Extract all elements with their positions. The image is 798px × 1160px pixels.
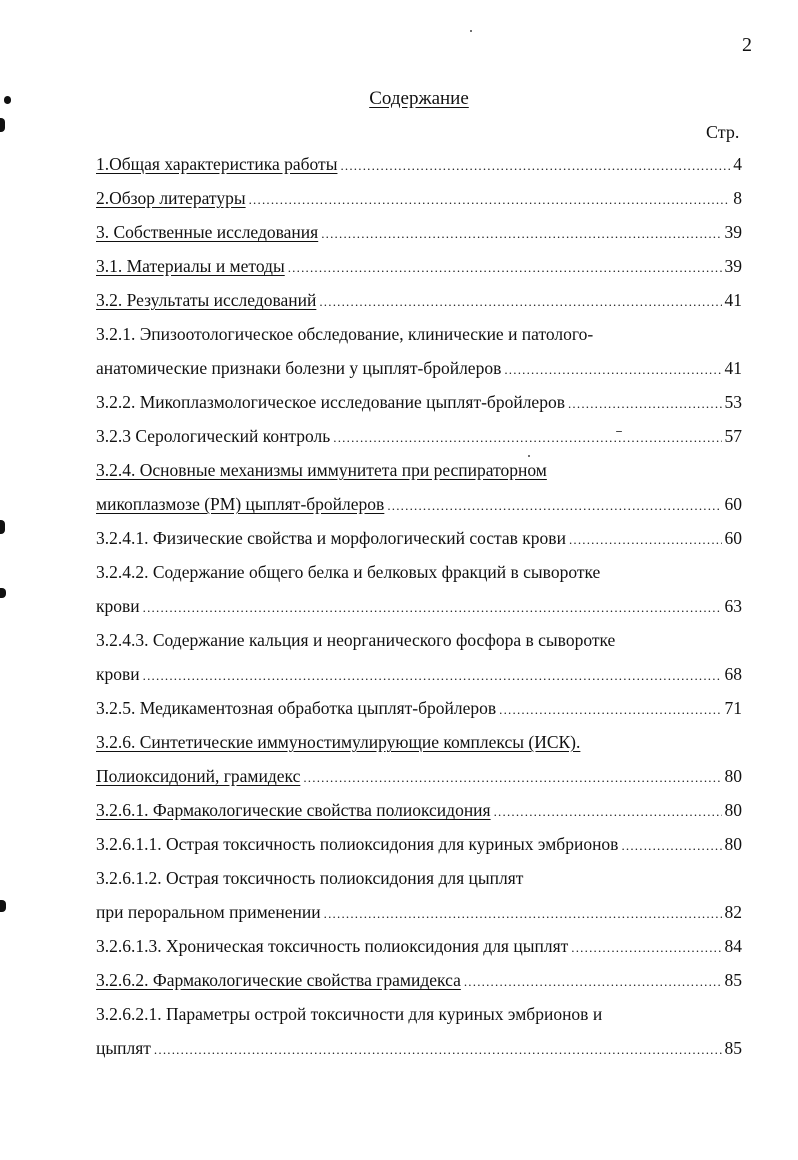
toc-entry-text: 3.2.5. Медикаментозная обработка цыплят-бройлеров <box>96 698 497 718</box>
toc-entry-serology[interactable] <box>96 426 742 452</box>
toc-entry-text: Полиоксидоний, грамидекс <box>96 766 301 786</box>
binder-hole-mark <box>0 118 5 132</box>
binder-hole-mark <box>4 96 11 104</box>
toc-leader <box>303 770 721 786</box>
toc-entry-acute-params-cont[interactable] <box>96 1038 742 1064</box>
toc-entry-text: 3.2.6.2. Фармакологические свойства грамидекса <box>96 970 461 990</box>
toc-leader <box>288 260 722 276</box>
toc-leader <box>333 430 721 446</box>
toc-entry-text: крови <box>96 596 140 616</box>
toc-entry-text: микоплазмозе (РМ) цыплят-бройлеров <box>96 494 385 514</box>
toc-entry-acute-chick[interactable] <box>96 868 742 894</box>
toc-entry-page: 71 <box>724 698 742 718</box>
toc-entry-text: 3.2.6.1.1. Острая токсичность полиоксидония для куриных эмбрионов <box>96 834 619 854</box>
toc-entry-materials[interactable] <box>96 256 742 282</box>
toc-entry-text: 3.2. Результаты исследований <box>96 290 317 310</box>
toc-entry-literature[interactable] <box>96 188 742 214</box>
toc-entry-chronic[interactable] <box>96 936 742 962</box>
toc-leader <box>571 940 721 956</box>
toc-entry-epizootic[interactable] <box>96 324 742 350</box>
toc-entry-isk-cont[interactable] <box>96 766 742 792</box>
toc-entry-protein-cont[interactable] <box>96 596 742 622</box>
toc-entry-general[interactable] <box>96 154 742 180</box>
toc-leader <box>387 498 721 514</box>
page-title: Содержание <box>369 88 469 109</box>
toc-entry-page: 39 <box>724 256 742 276</box>
toc-entry-text: 3.2.6.1.3. Хроническая токсичность полиоксидония для цыплят <box>96 936 569 956</box>
toc-leader <box>621 838 721 854</box>
toc-entry-text: 3.2.4. Основные механизмы иммунитета при респираторном <box>96 460 547 480</box>
toc-entry-page: 82 <box>724 902 742 922</box>
toc-entry-text: 3.2.6.1.2. Острая токсичность полиоксидония для цыплят <box>96 868 524 888</box>
scan-speck <box>470 30 472 32</box>
toc-entry-page: 41 <box>724 290 742 310</box>
toc-entry-text: 3.1. Материалы и методы <box>96 256 285 276</box>
toc-entry-text: 3.2.3 Серологический контроль <box>96 426 331 446</box>
toc-entry-text: при пероральном применении <box>96 902 321 922</box>
toc-entry-page: 39 <box>724 222 742 242</box>
toc-entry-text: 2.Обзор литературы <box>96 188 246 208</box>
toc-leader <box>324 906 722 922</box>
toc-leader <box>143 600 722 616</box>
toc-entry-page: 84 <box>724 936 742 956</box>
toc-leader <box>319 294 721 310</box>
toc-entry-page: 80 <box>724 834 742 854</box>
toc-entry-text: крови <box>96 664 140 684</box>
toc-entry-page: 60 <box>724 494 742 514</box>
toc-leader <box>143 668 722 684</box>
toc-entry-page: 80 <box>724 800 742 820</box>
toc-leader <box>568 396 722 412</box>
toc-entry-page: 80 <box>724 766 742 786</box>
toc-entry-page: 60 <box>724 528 742 548</box>
toc-leader <box>494 804 722 820</box>
toc-entry-page: 41 <box>724 358 742 378</box>
toc-entry-text: цыплят <box>96 1038 151 1058</box>
toc-entry-medication[interactable] <box>96 698 742 724</box>
toc-entry-text: анатомические признаки болезни у цыплят-бройлеров <box>96 358 502 378</box>
toc-entry-page: 57 <box>724 426 742 446</box>
toc-entry-text: 3.2.1. Эпизоотологическое обследование, клинические и патолого- <box>96 324 594 344</box>
toc-entry-text: 3.2.4.2. Содержание общего белка и белковых фракций в сыворотке <box>96 562 601 582</box>
toc-entry-page: 68 <box>724 664 742 684</box>
toc-entry-acute-chick-cont[interactable] <box>96 902 742 928</box>
scan-speck <box>616 431 622 432</box>
toc-entry-page: 53 <box>724 392 742 412</box>
toc-entry-text: 3.2.4.3. Содержание кальция и неорганического фосфора в сыворотке <box>96 630 616 650</box>
scan-speck <box>528 455 530 457</box>
toc-entry-calcium-cont[interactable] <box>96 664 742 690</box>
toc-entry-text: 3.2.6. Синтетические иммуностимулирующие комплексы (ИСК). <box>96 732 581 752</box>
toc-entry-text: 3.2.4.1. Физические свойства и морфологический состав крови <box>96 528 566 548</box>
binder-hole-mark <box>0 520 5 534</box>
toc-entry-page: 4 <box>733 154 742 174</box>
toc-entry-text: 3.2.6.2.1. Параметры острой токсичности для куриных эмбрионов и <box>96 1004 603 1024</box>
toc-entry-text: 3.2.6.1. Фармакологические свойства полиоксидония <box>96 800 491 820</box>
toc-entry-page: 8 <box>733 188 742 208</box>
toc-entry-gramidex-pharm[interactable] <box>96 970 742 996</box>
toc-entry-calcium[interactable] <box>96 630 742 656</box>
toc-leader <box>249 192 731 208</box>
binder-hole-mark <box>0 900 6 912</box>
toc-entry-mycoplasma[interactable] <box>96 392 742 418</box>
toc-leader <box>340 158 730 174</box>
toc-leader <box>154 1042 722 1058</box>
page-number: 2 <box>742 34 752 56</box>
toc-leader <box>464 974 722 990</box>
page-column-header: Стр. <box>706 122 740 142</box>
toc-entry-page: 85 <box>724 970 742 990</box>
toc-entry-isk[interactable] <box>96 732 742 758</box>
toc-entry-page: 63 <box>724 596 742 616</box>
toc-entry-results[interactable] <box>96 290 742 316</box>
toc-entry-page: 85 <box>724 1038 742 1058</box>
toc-entry-blood-properties[interactable] <box>96 528 742 554</box>
toc-leader <box>504 362 721 378</box>
toc-leader <box>569 532 722 548</box>
toc-entry-polyoxidonium-pharm[interactable] <box>96 800 742 826</box>
toc-entry-epizootic-cont[interactable] <box>96 358 742 384</box>
toc-entry-own-research[interactable] <box>96 222 742 248</box>
toc-entry-acute-params[interactable] <box>96 1004 742 1030</box>
toc-entry-text: 1.Общая характеристика работы <box>96 154 338 174</box>
toc-entry-protein[interactable] <box>96 562 742 588</box>
toc-leader <box>321 226 721 242</box>
toc-entry-immunity-cont[interactable] <box>96 494 742 520</box>
toc-entry-immunity[interactable] <box>96 460 742 486</box>
toc-entry-acute-embryo[interactable] <box>96 834 742 860</box>
toc-entry-text: 3. Собственные исследования <box>96 222 319 242</box>
toc-leader <box>499 702 721 718</box>
toc-entry-text: 3.2.2. Микоплазмологическое исследование цыплят-бройлеров <box>96 392 565 412</box>
binder-hole-mark <box>0 588 6 598</box>
